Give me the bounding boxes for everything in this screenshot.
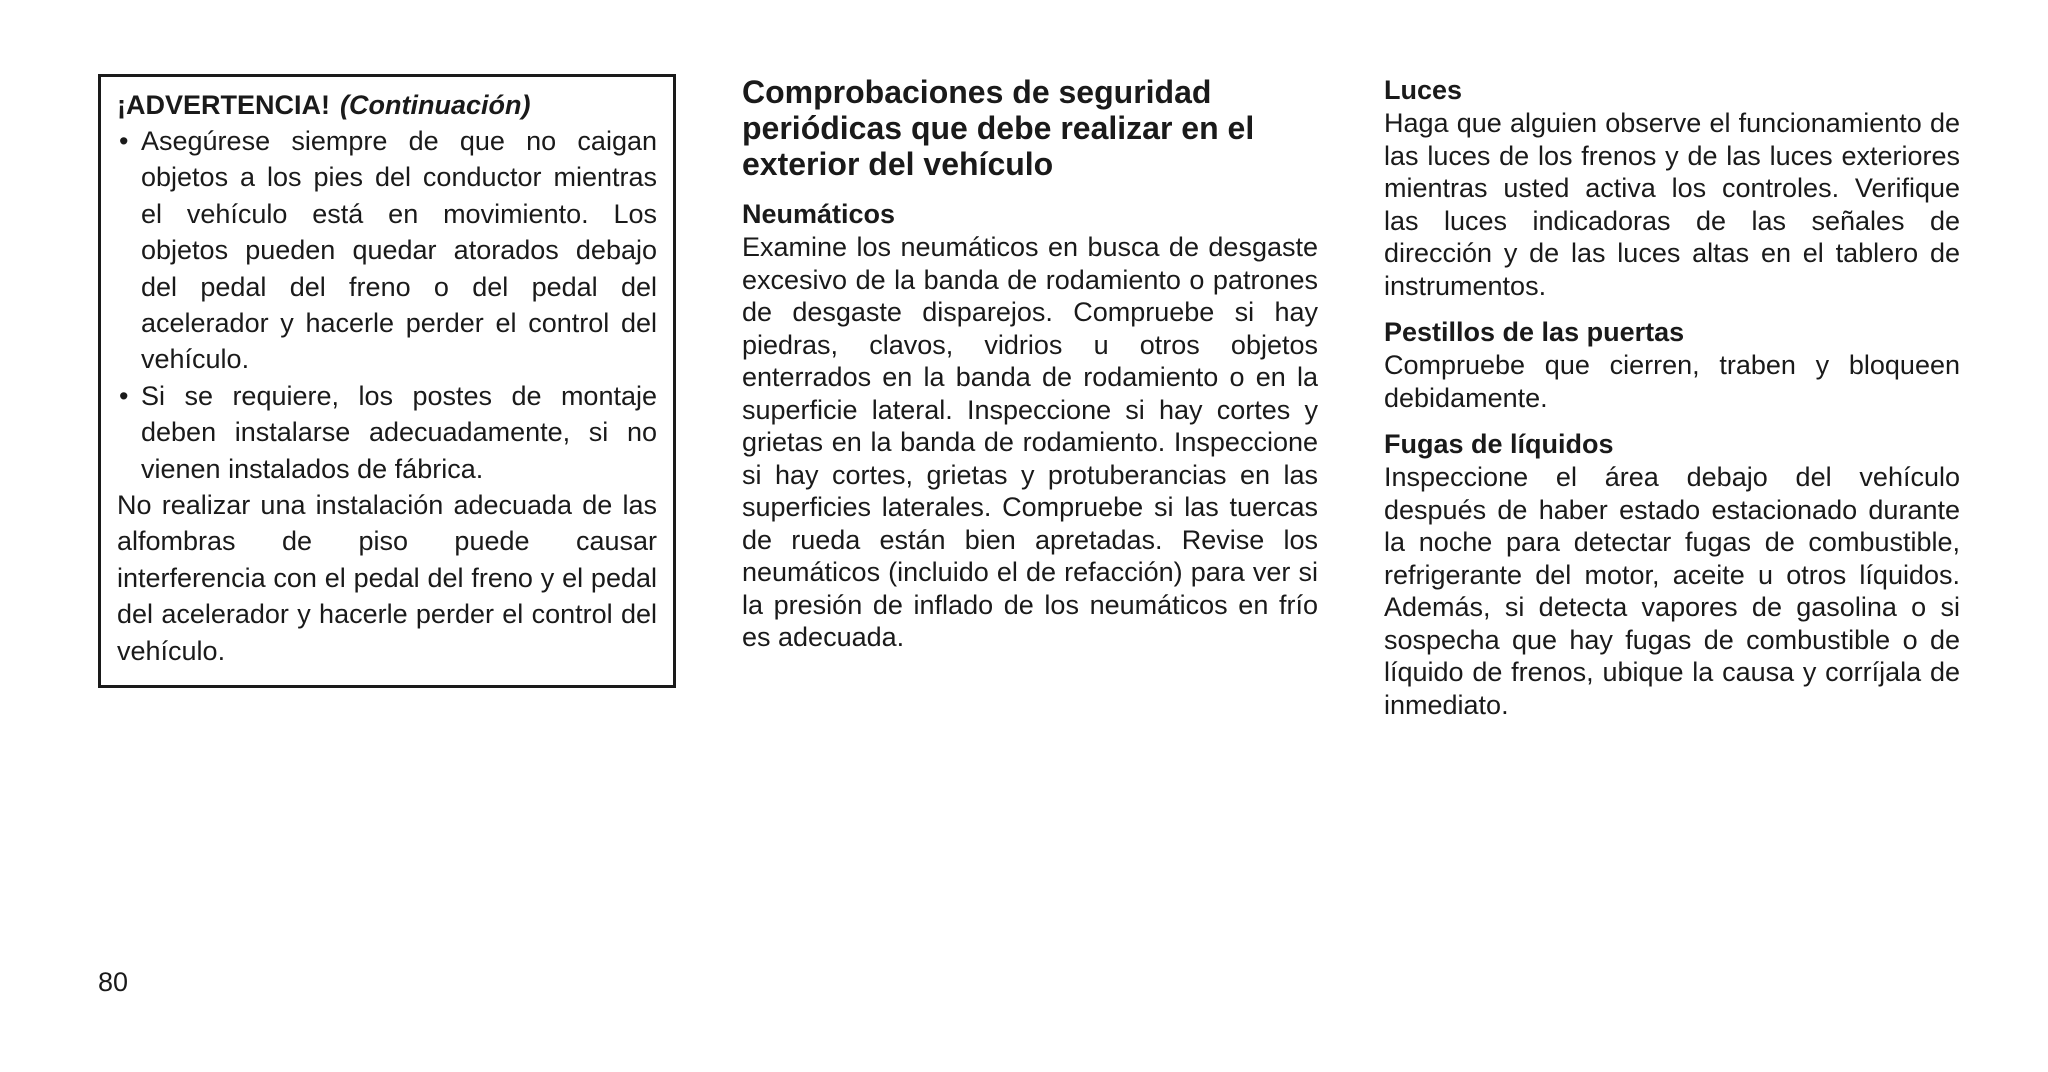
neumaticos-block (742, 198, 1318, 654)
middle-column (742, 74, 1318, 654)
warning-title (117, 87, 657, 123)
section-title: Comprobaciones de seguridad periódicas que debe realizar en el exterior del vehículo (742, 74, 1255, 182)
luces-block (1384, 74, 1960, 302)
right-column (1384, 74, 1960, 721)
pestillos-title: Pestillos de las puertas (1384, 317, 1685, 347)
left-column (98, 74, 676, 688)
fugas-block (1384, 428, 1960, 721)
pestillos-block (1384, 316, 1960, 414)
fugas-text: Inspeccione el área debajo del vehículo después de haber estado estacionado durante la noche para detectar fugas de combustible, refrigerante del motor, aceite u otros líquidos. Además, si detecta vapores de gasolina o si sospecha que hay fugas de combustible o de líquido de frenos, ubique la causa y corríjala de inmediato. (1384, 462, 1960, 720)
warning-title-text: ¡ADVERTENCIA! (117, 90, 330, 120)
warning-box (98, 74, 676, 688)
warning-bullet: • Asegúrese siempre de que no caigan objetos a los pies del conductor mientras el vehículo está en movimiento. Los objetos pueden quedar atorados debajo del pedal del freno o del pedal del acelerador y hacerle perder el control del vehículo. (117, 123, 657, 378)
pestillos-text: Compruebe que cierren, traben y bloqueen debidamente. (1384, 350, 1960, 413)
neumaticos-title: Neumáticos (742, 199, 896, 229)
warning-continuation: (Continuación) (340, 90, 531, 120)
warning-paragraph: No realizar una instalación adecuada de las alfombras de piso puede causar interferencia con el pedal del freno y el pedal del acelerador y hacerle perder el control del vehículo. (117, 490, 657, 666)
luces-text: Haga que alguien observe el funcionamiento de las luces de los frenos y de las luces exteriores mientras usted activa los controles. Verifique las luces indicadoras de las señales de dirección y de las luces altas en el tablero de instrumentos. (1384, 108, 1960, 301)
fugas-title: Fugas de líquidos (1384, 429, 1614, 459)
neumaticos-text: Examine los neumáticos en busca de desgaste excesivo de la banda de rodamiento o patrones de desgaste disparejos. Compruebe si hay piedras, clavos, vidrios u otros objetos enterrados en la banda de rodamiento o en la superficie lateral. Inspeccione si hay cortes y grietas en la banda de rodamiento. Inspeccione si hay cortes, grietas y protuberancias en las superficies laterales. Compruebe si las tuercas de rueda están bien apretadas. Revise los neumáticos (incluido el de refacción) para ver si la presión de inflado de los neumáticos en frío es adecuada. (742, 232, 1318, 652)
warning-bullet: • Si se requiere, los postes de montaje deben instalarse adecuadamente, si no vienen instalados de fábrica. (117, 378, 657, 487)
warning-bullet-list (117, 123, 657, 487)
luces-title: Luces (1384, 75, 1463, 105)
page-number: 80 (98, 967, 129, 997)
